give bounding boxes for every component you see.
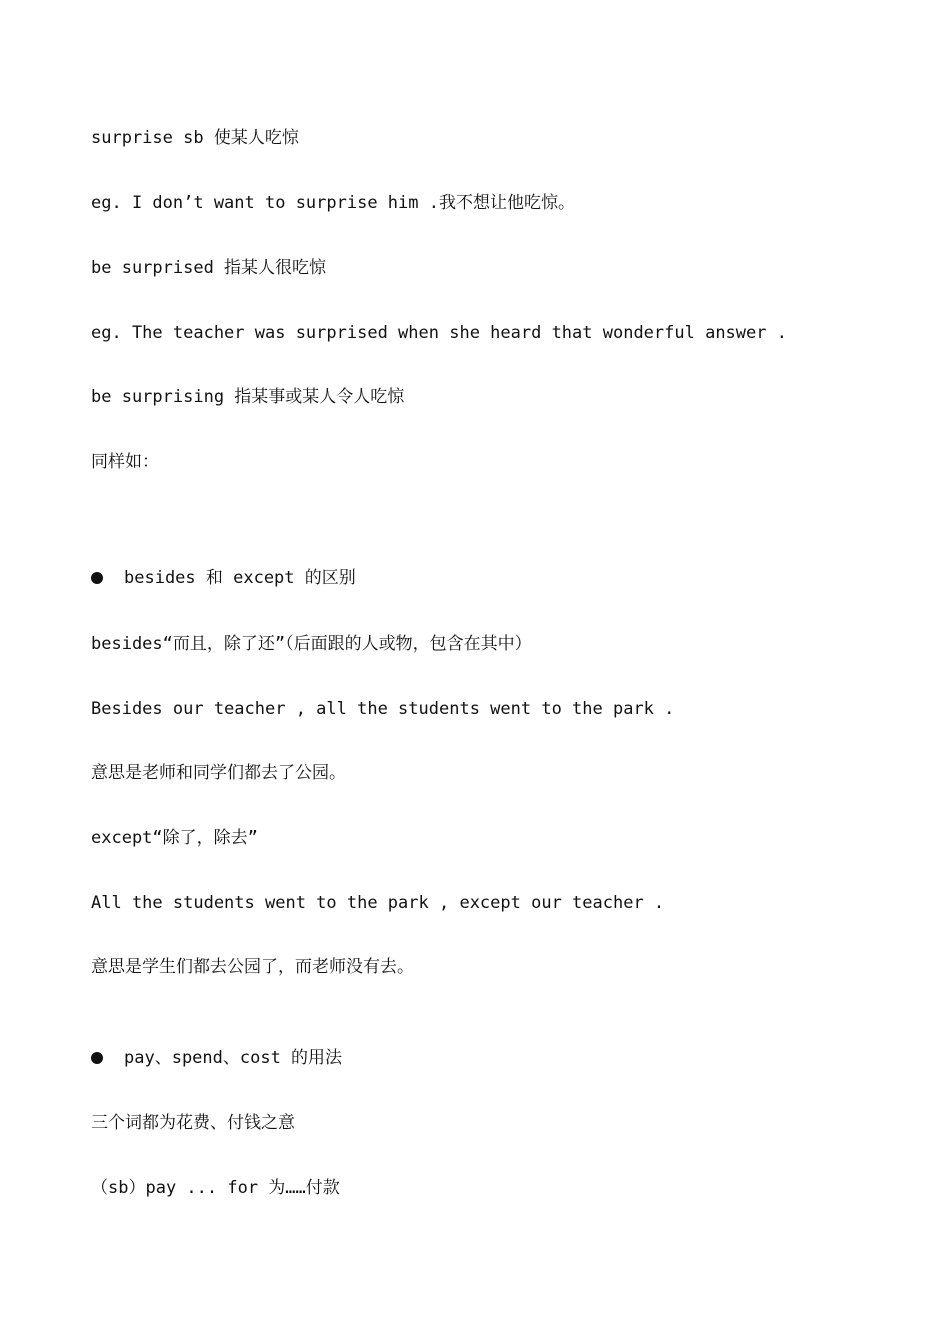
text-line-except-meaning: except“除了，除去”: [91, 828, 258, 848]
text-line-three-words: 三个词都为花费、付钱之意: [91, 1113, 295, 1133]
bullet-icon: [91, 572, 103, 584]
section-heading-text: pay、spend、cost 的用法: [124, 1048, 343, 1068]
section-heading-pay-spend-cost: [91, 1046, 342, 1070]
bullet-icon: [91, 1052, 103, 1064]
text-line-besides-meaning: besides“而且，除了还”（后面跟的人或物，包含在其中）: [91, 634, 532, 654]
text-line-be-surprising: be surprising 指某事或某人令人吃惊: [91, 387, 405, 407]
text-line-except-example: All the students went to the park , except our teacher .: [91, 893, 665, 913]
text-line-be-surprised: be surprised 指某人很吃惊: [91, 258, 327, 278]
text-line-example-surprise-him: eg. I don’t want to surprise him .我不想让他吃惊。: [91, 193, 575, 213]
text-line-pay-for: （sb）pay ... for 为……付款: [91, 1178, 340, 1198]
section-heading-besides-except: [91, 566, 356, 590]
text-line-except-explanation: 意思是学生们都去公园了，而老师没有去。: [91, 957, 414, 977]
text-line-example-teacher-surprised: eg. The teacher was surprised when she heard that wonderful answer .: [91, 323, 787, 343]
text-line-similarly: 同样如：: [91, 452, 159, 472]
text-line-besides-example: Besides our teacher , all the students went to the park .: [91, 699, 675, 719]
text-line-surprise-sb: surprise sb 使某人吃惊: [91, 128, 299, 148]
section-heading-text: besides 和 except 的区别: [124, 568, 356, 588]
text-line-besides-explanation: 意思是老师和同学们都去了公园。: [91, 763, 346, 783]
